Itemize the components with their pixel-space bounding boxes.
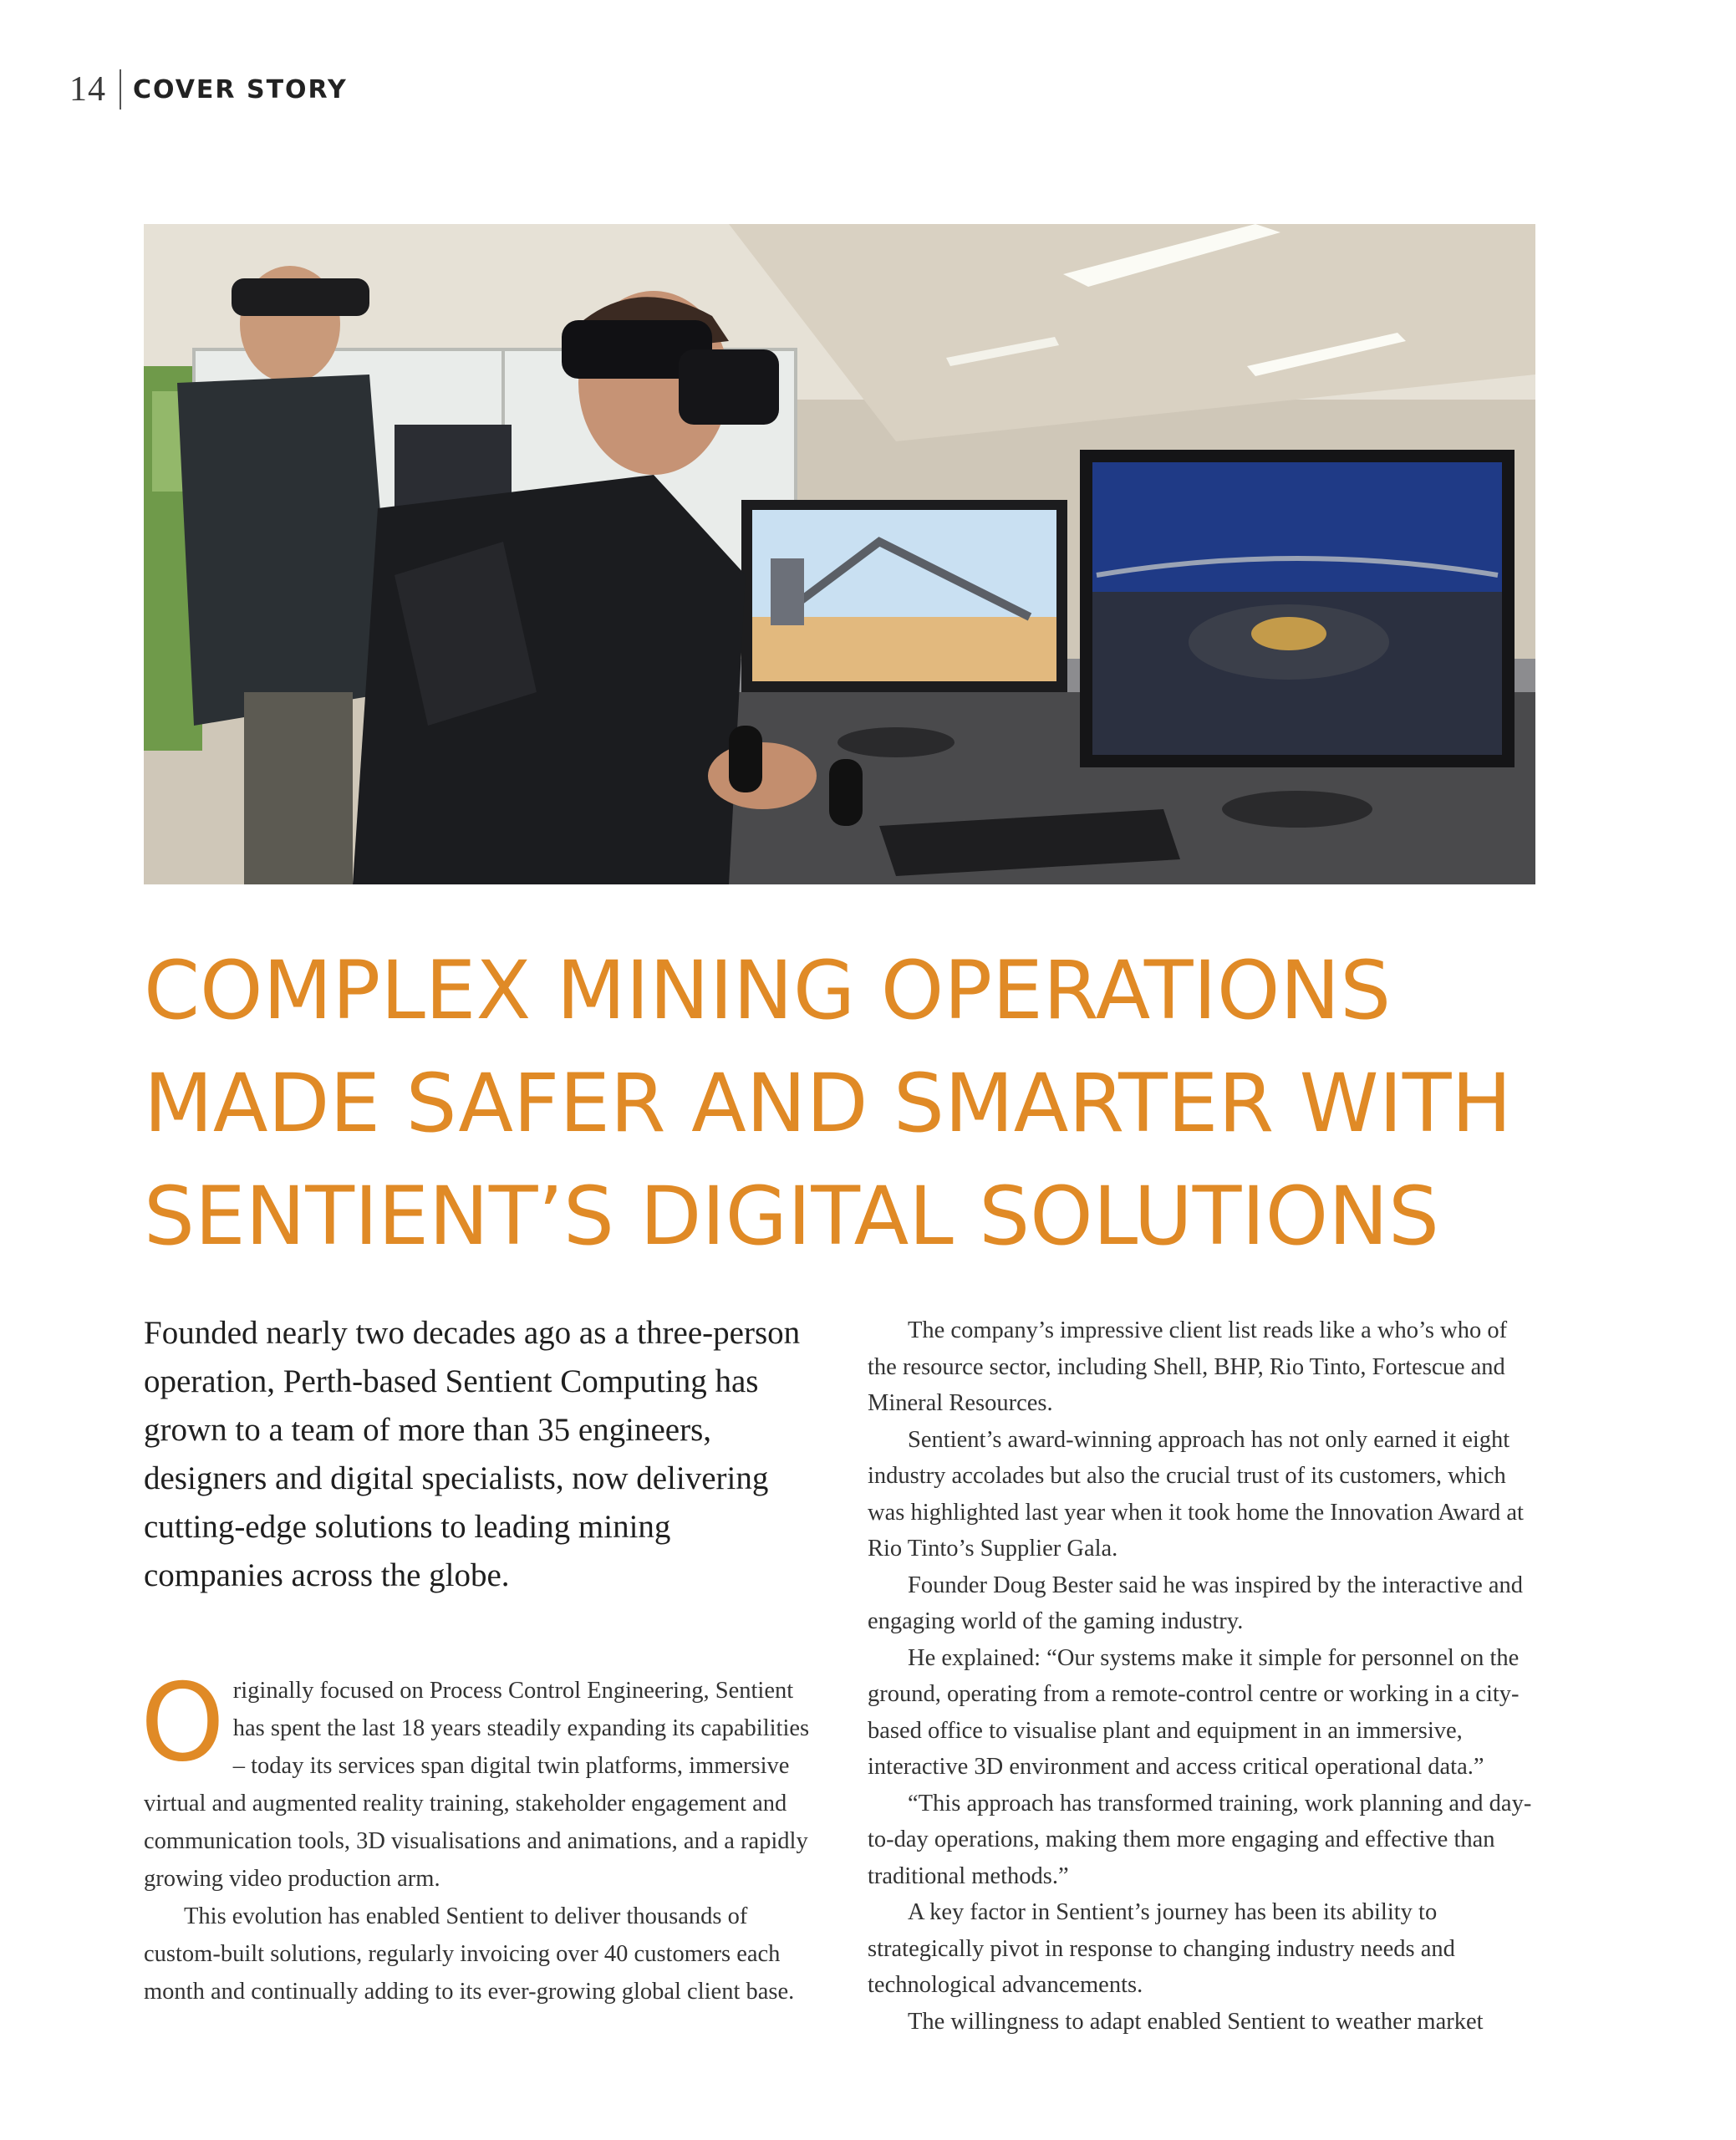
body-paragraph: A key factor in Sentient’s journey has been its ability to strategically pivot in response to changing industry needs and technological advancements. <box>868 1899 1455 1998</box>
headline-line-2: MADE SAFER AND SMARTER WITH <box>144 1057 1512 1150</box>
body-paragraph: Founder Doug Bester said he was inspired by the interactive and engaging world of the gaming industry. <box>868 1572 1524 1634</box>
body-column-1 <box>140 1661 812 2010</box>
body-paragraph: This evolution has enabled Sentient to deliver thousands of custom-built solutions, regularly invoicing over 40 customers each month and continually adding to its ever-growing global client base. <box>144 1903 795 2005</box>
section-label: COVER STORY <box>133 74 348 104</box>
body-column-2 <box>868 1312 1536 2040</box>
drop-cap: O <box>140 1661 225 1786</box>
headline-line-3: SENTIENT’S DIGITAL SOLUTIONS <box>144 1169 1439 1263</box>
headline-line-1: COMPLEX MINING OPERATIONS <box>144 944 1392 1037</box>
body-paragraph <box>140 1661 812 1898</box>
standfirst: Founded nearly two decades ago as a three-person operation, Perth-based Sentient Computing has grown to a team of more than 35 engineers, designers and digital specialists, now delivering cutting-edge solutions to leading mining companies across the globe. <box>144 1315 801 1593</box>
body-paragraph: “This approach has transformed training, work planning and day-to-day operations, making them more engaging and effective than traditional methods.” <box>868 1790 1532 1889</box>
page-folio <box>69 69 348 110</box>
vr-training-photo-icon <box>144 224 1535 884</box>
body-paragraph: The willingness to adapt enabled Sentient to weather market <box>908 2008 1484 2035</box>
body-paragraph: The company’s impressive client list reads like a who’s who of the resource sector, including Shell, BHP, Rio Tinto, Fortescue and Mineral Resources. <box>868 1317 1508 1416</box>
article-headline <box>144 935 1565 1273</box>
hero-photo <box>144 224 1535 884</box>
body-paragraph: He explained: “Our systems make it simple for personnel on the ground, operating from a remote-control centre or working in a city-based office to visualise plant and equipment in an immersive, interactive 3D environment and access critical operational data.” <box>868 1644 1520 1780</box>
body-paragraph: Sentient’s award-winning approach has not only earned it eight industry accolades but also the crucial trust of its customers, which was highlighted last year when it took home the Innovation Award at Rio Tinto’s Supplier Gala. <box>868 1426 1524 1562</box>
page-number: 14 <box>69 70 106 109</box>
body-text: riginally focused on Process Control Engineering, Sentient has spent the last 18 years steadily expanding its capabilities – today its services span digital twin platforms, immersive virtual and augmented reality training, stakeholder engagement and communication tools, 3D visualisations and animations, and a rapidly growing video production arm. <box>144 1678 810 1892</box>
folio-divider <box>120 69 121 110</box>
